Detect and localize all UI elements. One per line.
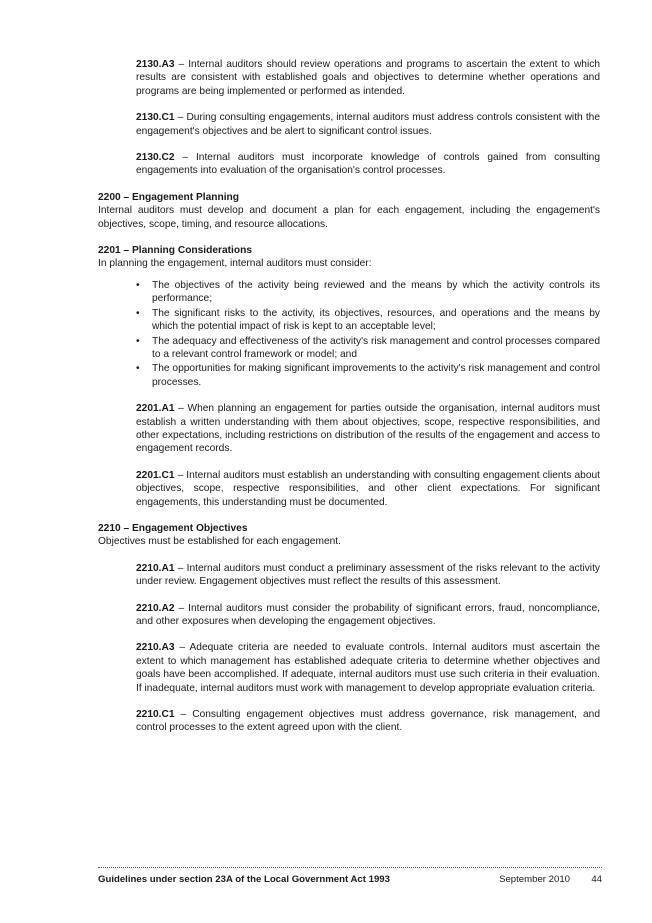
standard-text: – Internal auditors must conduct a preliminary assessment of the risks relevant to the activity under review. Engagement objectives must reflect the results of this assessment. bbox=[136, 562, 600, 588]
standard-2130-c1 bbox=[136, 111, 600, 138]
list-item: • The objectives of the activity being reviewed and the means by which the activity controls its performance; bbox=[152, 279, 600, 306]
standard-2130-c2 bbox=[136, 151, 600, 178]
list-item: • The opportunities for making significant improvements to the activity's risk management and control processes. bbox=[152, 362, 600, 389]
planning-considerations-list bbox=[98, 279, 600, 389]
standard-id: 2130.C1 bbox=[136, 112, 175, 124]
standard-id: 2201.A1 bbox=[136, 403, 175, 415]
list-item: • The significant risks to the activity, its objectives, resources, and operations and the means by which the potential impact of risk is kept to an acceptable level; bbox=[152, 307, 600, 334]
standard-id: 2130.C2 bbox=[136, 152, 175, 164]
standard-text: – Internal auditors must establish an understanding with consulting engagement clients about objectives, scope, respective responsibilities, and other client expectations. For significant engagements, this understanding must be documented. bbox=[136, 469, 600, 508]
standard-2201-a1 bbox=[136, 402, 600, 456]
section-body-2200: Internal auditors must develop and document a plan for each engagement, including the engagement's objectives, scope, timing, and resource allocations. bbox=[98, 205, 600, 230]
page-content bbox=[98, 58, 600, 735]
section-heading-2200: 2200 – Engagement Planning bbox=[98, 191, 239, 203]
standard-text: – Internal auditors must incorporate knowledge of controls gained from consulting engagements into evaluation of the organisation's control processes. bbox=[136, 152, 600, 177]
footer-date: September 2010 bbox=[499, 874, 570, 885]
standard-id: 2210.A3 bbox=[136, 642, 175, 654]
standard-text: – When planning an engagement for parties outside the organisation, internal auditors must establish a written understanding with them about objectives, scope, respective responsibilities, and other expectations, including restrictions on distribution of the results of the engagement and access to engagement records. bbox=[136, 403, 600, 455]
page-footer bbox=[98, 867, 602, 885]
standard-2210-a3 bbox=[136, 641, 600, 695]
standard-2210-a2 bbox=[136, 602, 600, 629]
list-item: • The adequacy and effectiveness of the activity's risk management and control processes compared to a relevant control framework or model; and bbox=[152, 335, 600, 362]
standard-id: 2210.A2 bbox=[136, 602, 175, 614]
standard-id: 2210.A1 bbox=[136, 562, 175, 574]
section-body-2201: In planning the engagement, internal auditors must consider: bbox=[98, 258, 372, 270]
standard-2130-a3 bbox=[136, 58, 600, 98]
section-heading-2210: 2210 – Engagement Objectives bbox=[98, 522, 248, 534]
standard-text: – Consulting engagement objectives must address governance, risk management, and control processes to the extent agreed upon with the client. bbox=[136, 709, 600, 734]
standard-text: – During consulting engagements, internal auditors must address controls consistent with the engagement's objectives and be alert to significant control issues. bbox=[136, 112, 600, 137]
standard-id: 2210.C1 bbox=[136, 709, 175, 721]
footer-title: Guidelines under section 23A of the Local Government Act 1993 bbox=[98, 874, 390, 885]
section-body-2210: Objectives must be established for each engagement. bbox=[98, 536, 341, 548]
standard-2210-a1 bbox=[136, 562, 600, 589]
standard-text: – Internal auditors must consider the probability of significant errors, fraud, noncompliance, and other exposures when developing the engagement objectives. bbox=[136, 602, 600, 627]
standard-id: 2201.C1 bbox=[136, 469, 175, 481]
standard-text: – Internal auditors should review operations and programs to ascertain the extent to which results are consistent with established goals and objectives to determine whether operations and programs are being implemented or performed as intended. bbox=[136, 59, 600, 97]
standard-id: 2130.A3 bbox=[136, 59, 175, 70]
page-number: 44 bbox=[591, 874, 602, 885]
standard-2210-c1 bbox=[136, 708, 600, 735]
standard-text: – Adequate criteria are needed to evaluate controls. Internal auditors must ascertain the extent to which management has established adequate criteria to determine whether objectives and goals have been accomplished. If adequate, internal auditors must use such criteria in their evaluation. If inadequate, internal auditors must work with management to develop appropriate evaluation criteria. bbox=[136, 642, 600, 694]
standard-2201-c1 bbox=[136, 469, 600, 509]
section-heading-2201: 2201 – Planning Considerations bbox=[98, 245, 252, 257]
